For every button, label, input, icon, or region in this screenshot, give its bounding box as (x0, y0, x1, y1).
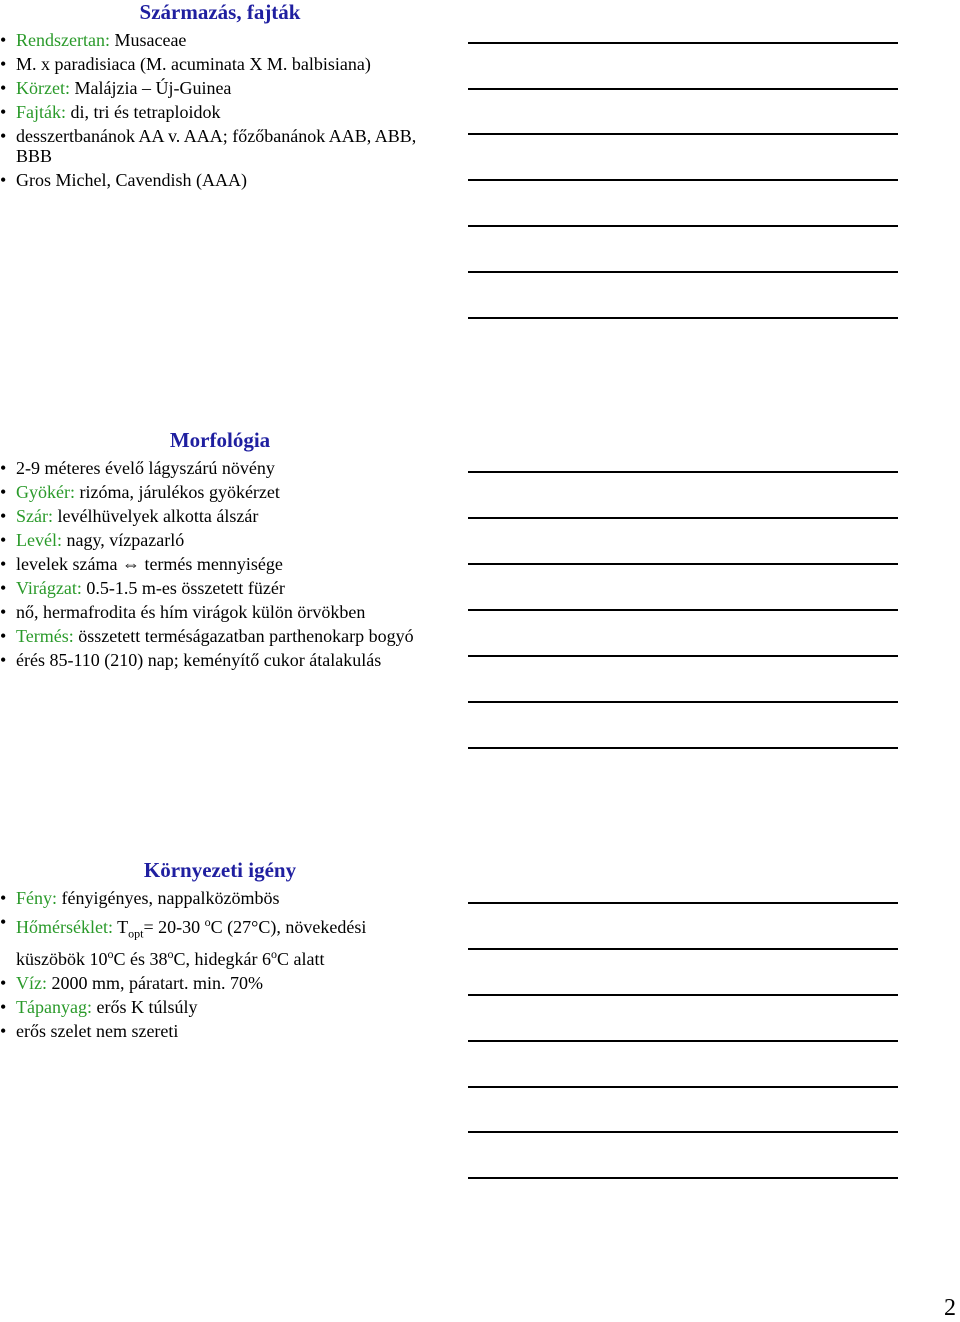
note-line (468, 1040, 898, 1042)
note-line (468, 948, 898, 950)
note-line (468, 747, 898, 749)
list-item: • nő, hermafrodita és hím virágok külön örvökben (0, 602, 428, 622)
note-line (468, 1177, 898, 1179)
slide-environment (0, 858, 440, 1045)
note-line (468, 317, 898, 319)
note-line (468, 902, 898, 904)
list-item: • 2-9 méteres évelő lágyszárú növény (0, 458, 428, 478)
list-item: • Gyökér: rizóma, járulékos gyökérzet (0, 482, 428, 502)
list-item: • Szár: levélhüvelyek alkotta álszár (0, 506, 428, 526)
note-line (468, 701, 898, 703)
note-line (468, 271, 898, 273)
bullet-list (0, 30, 440, 190)
note-line (468, 42, 898, 44)
list-item: • M. x paradisiaca (M. acuminata X M. balbisiana) (0, 54, 428, 74)
list-item: • Fajták: di, tri és tetraploidok (0, 102, 428, 122)
note-line (468, 563, 898, 565)
note-line (468, 471, 898, 473)
list-item: • Tápanyag: erős K túlsúly (0, 997, 428, 1017)
list-item: • levelek száma ⇔ termés mennyisége (0, 554, 428, 574)
note-line (468, 655, 898, 657)
bullet-list (0, 888, 440, 1041)
slide-origin (0, 0, 440, 194)
slide-morphology (0, 428, 440, 674)
bullet-list (0, 458, 440, 670)
note-line (468, 133, 898, 135)
note-line (468, 88, 898, 90)
list-item: • erős szelet nem szereti (0, 1021, 428, 1041)
list-item: • Termés: összetett terméságazatban parthenokarp bogyó (0, 626, 428, 646)
slide-title: Származás, fajták (139, 0, 301, 24)
list-item: • Rendszertan: Musaceae (0, 30, 428, 50)
note-line (468, 1086, 898, 1088)
slide-title: Morfológia (169, 428, 271, 452)
list-item: • Körzet: Malájzia – Új-Guinea (0, 78, 428, 98)
note-line (468, 517, 898, 519)
note-line (468, 609, 898, 611)
note-line (468, 225, 898, 227)
page-number: 2 (944, 1295, 956, 1321)
note-line (468, 994, 898, 996)
note-line (468, 1131, 898, 1133)
list-item: • érés 85-110 (210) nap; keményítő cukor átalakulás (0, 650, 428, 670)
list-item: • Gros Michel, Cavendish (AAA) (0, 170, 428, 190)
list-item: • Hőmérséklet: $T_{opt}= 20-30$ $^o$C (27°C), növekedési küszöbök 10$^o$C és 38$^o$C, hidegkár 6$^o$C alatt (0, 912, 428, 969)
list-item: • Fény: fényigényes, nappalközömbös (0, 888, 428, 908)
list-item: • Virágzat: 0.5-1.5 m-es összetett füzér (0, 578, 428, 598)
list-item: • Víz: 2000 mm, páratart. min. 70% (0, 973, 428, 993)
list-item: • desszertbanánok AA v. AAA; főzőbanánok AAB, ABB, BBB (0, 126, 428, 166)
list-item: • Levél: nagy, vízpazarló (0, 530, 428, 550)
slide-title: Környezeti igény (143, 858, 297, 882)
note-line (468, 179, 898, 181)
